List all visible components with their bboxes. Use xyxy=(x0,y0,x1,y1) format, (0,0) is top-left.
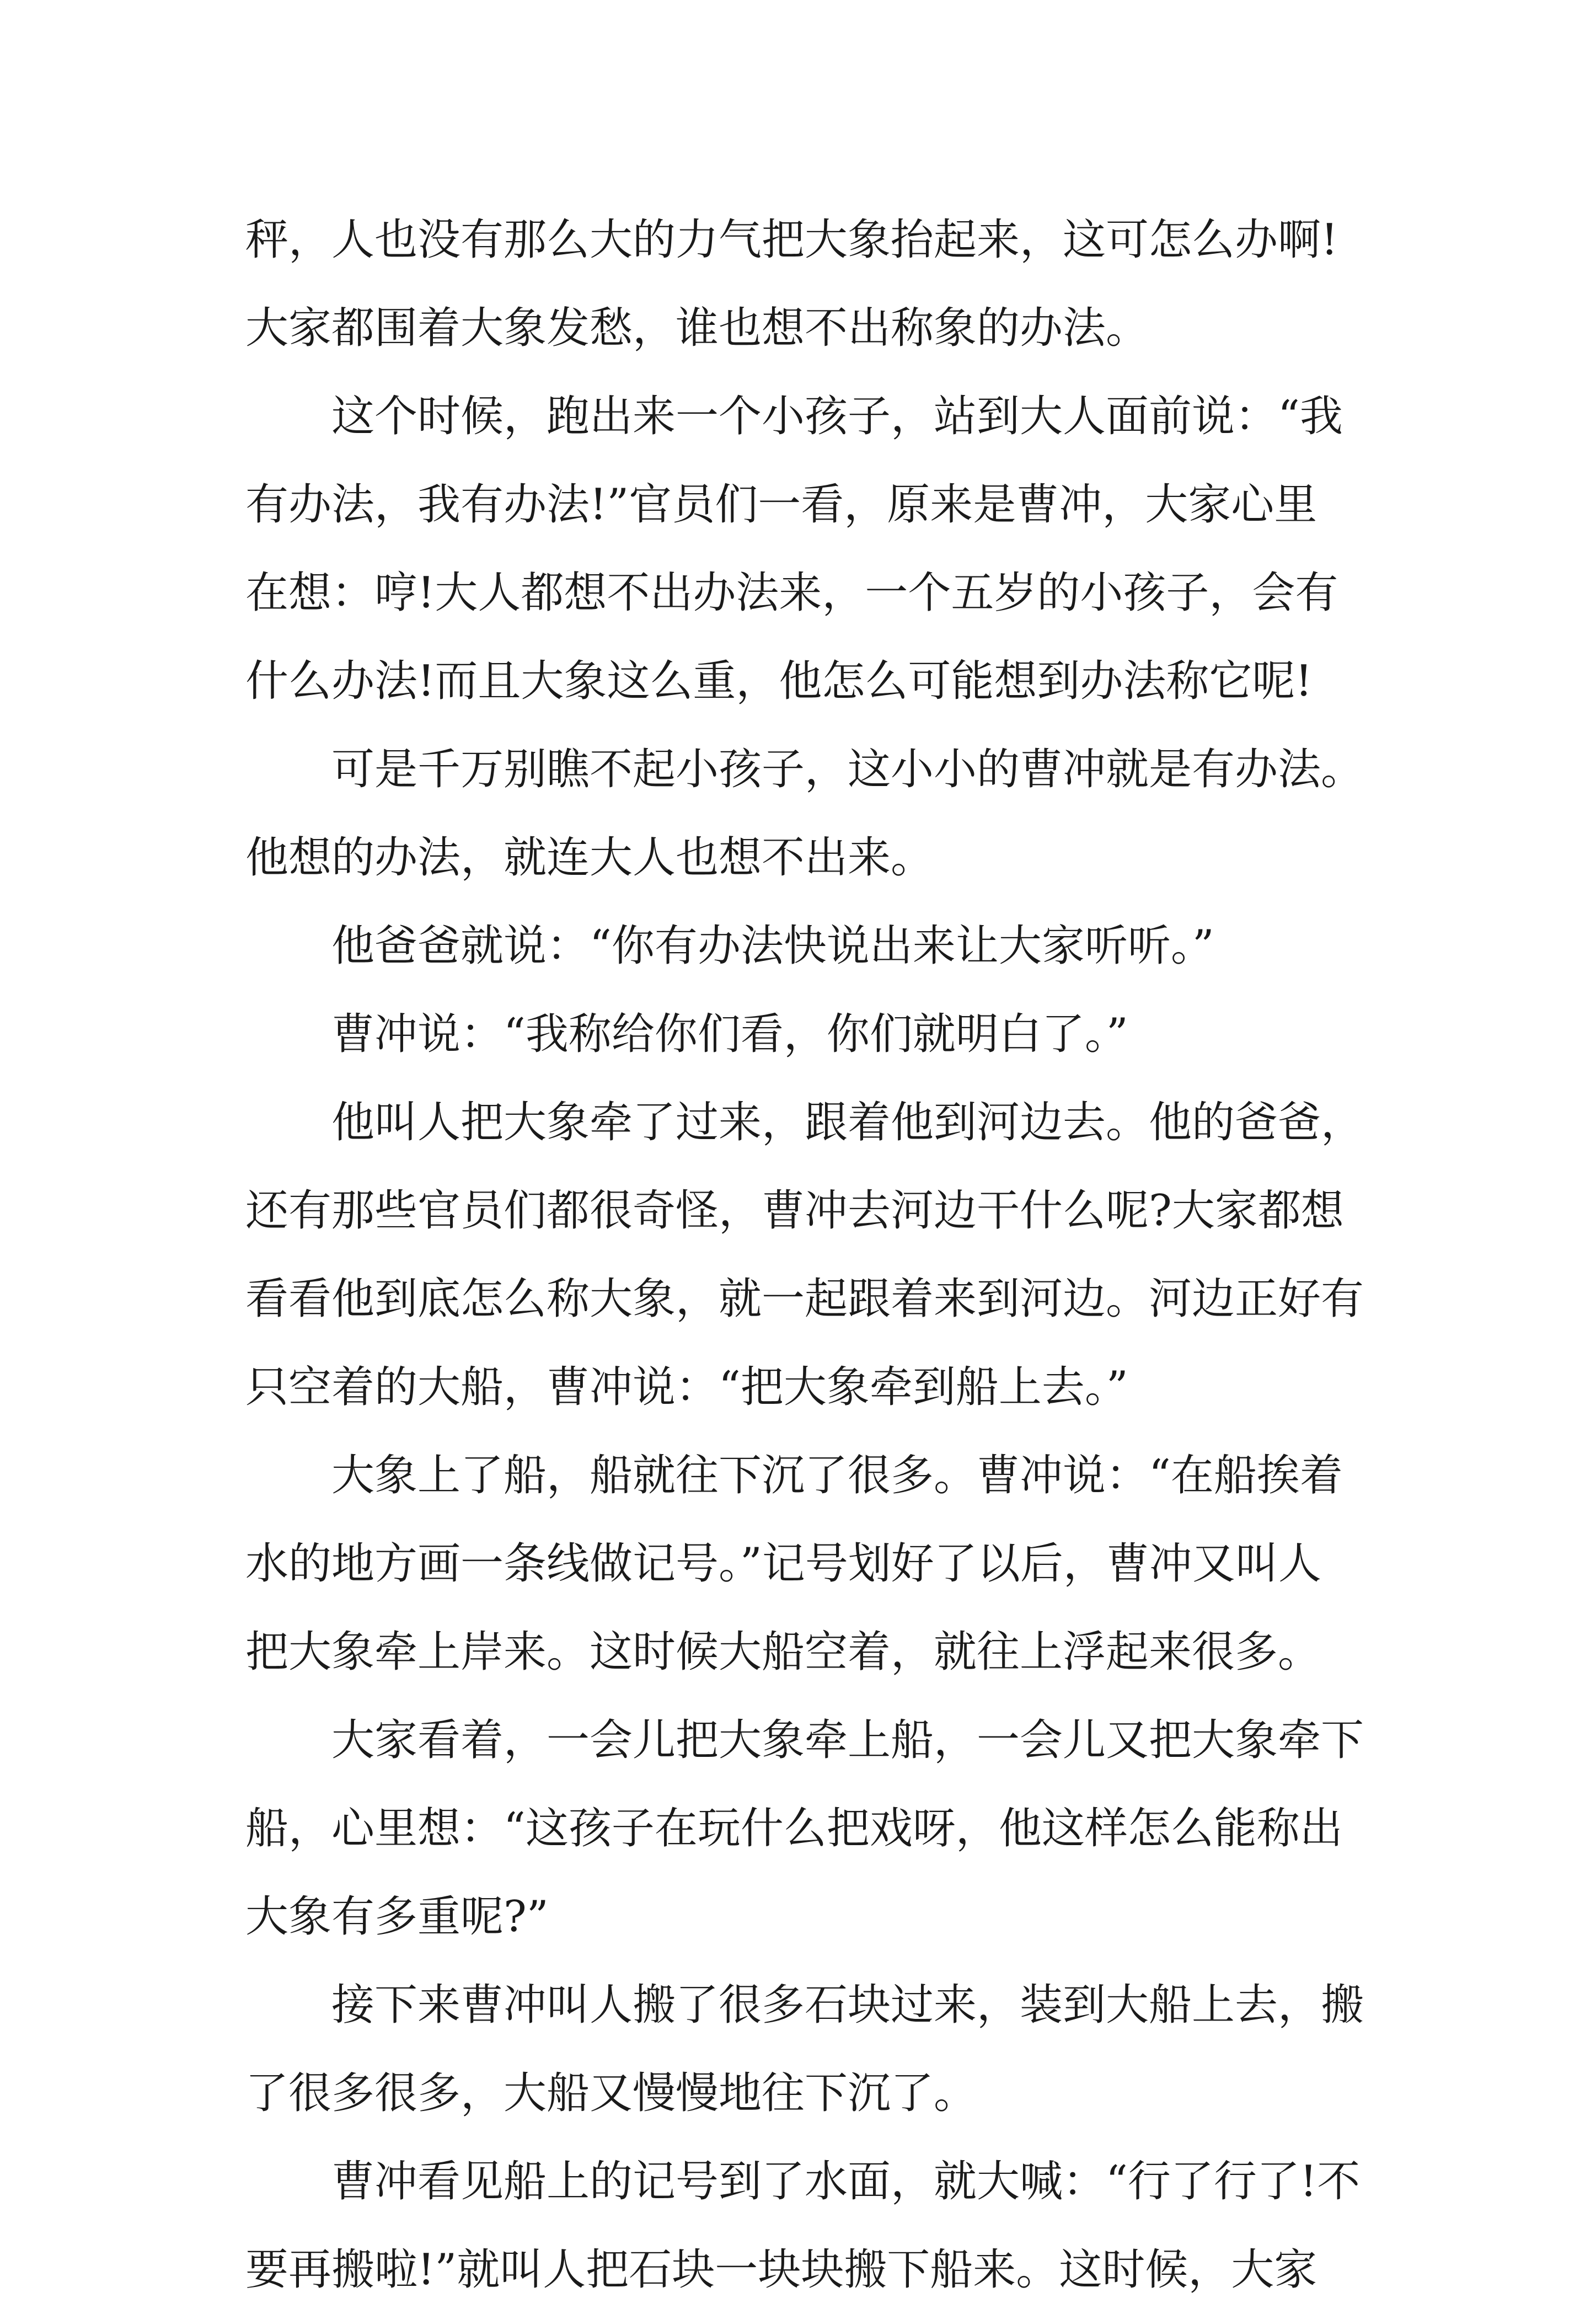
text-line: 他叫人把大象牵了过来，跟着他到河边去。他的爸爸， xyxy=(331,1098,1364,1147)
text-line: 接下来曹冲叫人搬了很多石块过来，装到大船上去，搬 xyxy=(331,1980,1364,2030)
text-line: 秤，人也没有那么大的力气把大象抬起来，这可怎么办啊! xyxy=(245,215,1338,265)
text-line: 他爸爸就说：“你有办法快说出来让大家听听。” xyxy=(331,921,1214,971)
text-line: 他想的办法，就连大人也想不出来。 xyxy=(245,833,934,883)
text-line: 大象上了船，船就往下沉了很多。曹冲说：“在船挨着 xyxy=(331,1451,1343,1500)
text-line: 船，心里想：“这孩子在玩什么把戏呀，他这样怎么能称出 xyxy=(245,1804,1343,1853)
text-line: 了很多很多，大船又慢慢地往下沉了。 xyxy=(245,2069,977,2118)
text-line: 什么办法!而且大象这么重，他怎么可能想到办法称它呢! xyxy=(245,656,1313,706)
text-line: 在想：哼!大人都想不出办法来，一个五岁的小孩子，会有 xyxy=(245,568,1338,618)
text-line: 只空着的大船，曹冲说：“把大象牵到船上去。” xyxy=(245,1362,1128,1412)
text-line: 要再搬啦!”就叫人把石块一块块搬下船来。这时候，大家 xyxy=(245,2245,1317,2295)
text-line: 大象有多重呢?” xyxy=(245,1892,549,1942)
text-line: 水的地方画一条线做记号。”记号划好了以后，曹冲又叫人 xyxy=(245,1539,1321,1589)
text-line: 有办法，我有办法!”官员们一看，原来是曹冲，大家心里 xyxy=(245,480,1317,530)
text-line: 曹冲说：“我称给你们看，你们就明白了。” xyxy=(331,1009,1128,1059)
text-line: 可是千万别瞧不起小孩子，这小小的曹冲就是有办法。 xyxy=(331,745,1364,794)
text-line: 大家都围着大象发愁，谁也想不出称象的办法。 xyxy=(245,303,1149,353)
text-line: 这个时候，跑出来一个小孩子，站到大人面前说：“我 xyxy=(331,392,1343,441)
text-line: 大家看着，一会儿把大象牵上船，一会儿又把大象牵下 xyxy=(331,1716,1364,1765)
story-text-body xyxy=(245,196,1365,2314)
text-line: 曹冲看见船上的记号到了水面，就大喊：“行了行了!不 xyxy=(331,2157,1361,2206)
text-line: 把大象牵上岸来。这时候大船空着，就往上浮起来很多。 xyxy=(245,1627,1321,1677)
text-line: 还有那些官员们都很奇怪，曹冲去河边干什么呢?大家都想 xyxy=(245,1186,1344,1236)
text-line: 看看他到底怎么称大象，就一起跟着来到河边。河边正好有 xyxy=(245,1274,1364,1324)
